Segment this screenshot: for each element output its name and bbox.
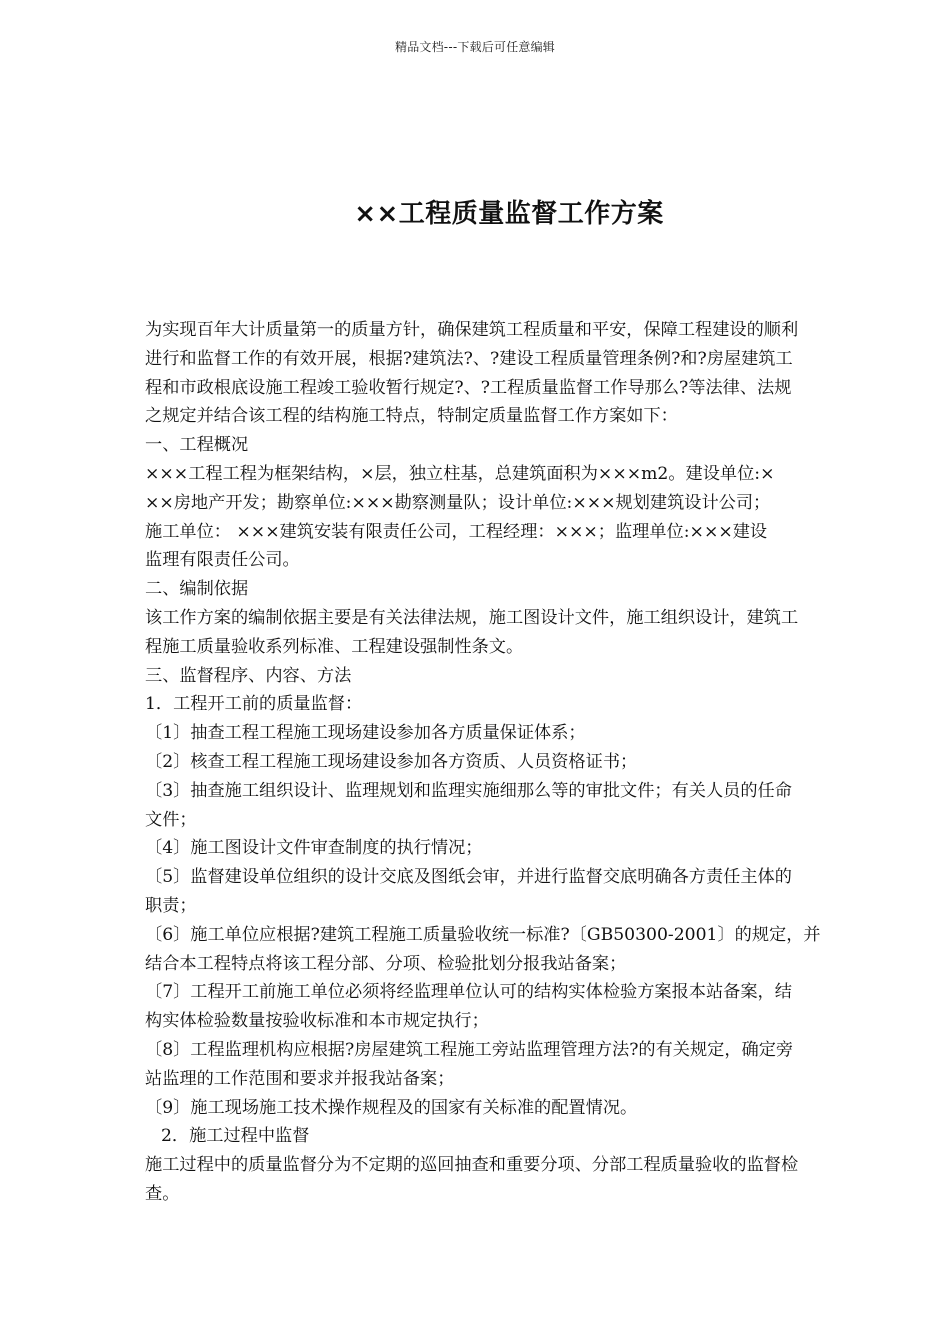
paragraph-line: 之规定并结合该工程的结构施工特点，特制定质量监督工作方案如下：	[145, 406, 678, 427]
paragraph-line: 施工过程中的质量监督分为不定期的巡回抽查和重要分项、分部工程质量验收的监督检	[145, 1155, 799, 1176]
section-heading: 一、工程概况	[145, 435, 249, 456]
list-item: 〔2〕核查工程工程施工现场建设参加各方资质、人员资格证书；	[145, 751, 638, 772]
page-header: 精品文档---下载后可任意编辑	[395, 40, 555, 54]
paragraph-line: 该工作方案的编制依据主要是有关法律法规，施工图设计文件，施工组织设计，建筑工	[145, 607, 799, 628]
list-item: 〔7〕工程开工前施工单位必须将经监理单位认可的结构实体检验方案报本站备案，结	[145, 982, 792, 1003]
paragraph-line: 程施工质量验收系列标准、工程建设强制性条文。	[145, 636, 524, 657]
subsection-heading: 1．工程开工前的质量监督：	[145, 694, 363, 715]
document-body	[145, 316, 873, 1209]
list-item: 〔9〕施工现场施工技术操作规程及的国家有关标准的配置情况。	[145, 1097, 638, 1118]
list-item-continuation: 站监理的工作范围和要求并报我站备案；	[145, 1068, 455, 1089]
list-item-continuation: 职责；	[145, 895, 197, 916]
section-heading: 三、监督程序、内容、方法	[145, 665, 352, 686]
paragraph-line: 查。	[145, 1183, 180, 1204]
paragraph-line: 监理有限责任公司。	[145, 550, 300, 571]
list-item: 〔6〕施工单位应根据?建筑工程施工质量验收统一标准?〔GB50300-2001〕的规定，并	[145, 924, 821, 945]
section-heading: 二、编制依据	[145, 579, 249, 600]
subsection-heading: 2．施工过程中监督	[161, 1126, 310, 1147]
list-item-continuation: 构实体检验数量按验收标准和本市规定执行；	[145, 1011, 489, 1032]
list-item: 〔4〕施工图设计文件审查制度的执行情况；	[145, 838, 483, 859]
paragraph-line: ××房地产开发；勘察单位:×××勘察测量队；设计单位:×××规划建筑设计公司；	[145, 492, 771, 513]
list-item-continuation: 文件；	[145, 809, 197, 830]
list-item: 〔5〕监督建设单位组织的设计交底及图纸会审，并进行监督交底明确各方责任主体的	[145, 867, 792, 888]
paragraph-line: ×××工程工程为框架结构，×层，独立柱基，总建筑面积为×××m2。建设单位:×	[145, 463, 775, 484]
list-item-continuation: 结合本工程特点将该工程分部、分项、检验批划分报我站备案；	[145, 953, 627, 974]
paragraph-line: 进行和监督工作的有效开展，根据?建筑法?、?建设工程质量管理条例?和?房屋建筑工	[145, 348, 793, 369]
list-item: 〔3〕抽查施工组织设计、监理规划和监理实施细那么等的审批文件；有关人员的任命	[145, 780, 792, 801]
paragraph-line: 为实现百年大计质量第一的质量方针，确保建筑工程质量和平安，保障工程建设的顺利	[145, 320, 799, 340]
list-item: 〔8〕工程监理机构应根据?房屋建筑工程施工旁站监理管理方法?的有关规定，确定旁	[145, 1039, 794, 1060]
paragraph-line: 施工单位： ×××建筑安装有限责任公司，工程经理：×××；监理单位:×××建设	[145, 521, 768, 542]
paragraph-line: 程和市政根底设施工程竣工验收暂行规定?、?工程质量监督工作导那么?等法律、法规	[145, 377, 792, 398]
document-title: ××工程质量监督工作方案	[354, 199, 664, 229]
list-item: 〔1〕抽查工程工程施工现场建设参加各方质量保证体系；	[145, 723, 586, 744]
